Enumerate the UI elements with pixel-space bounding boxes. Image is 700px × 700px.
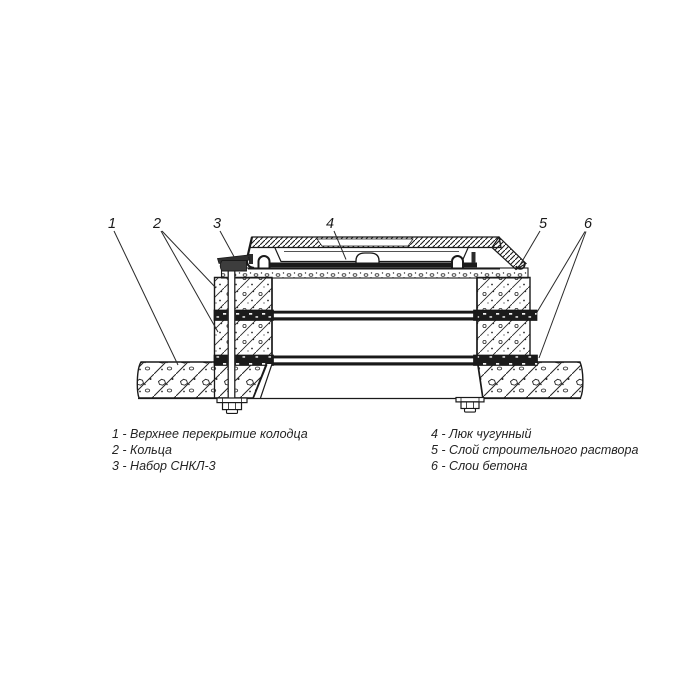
legend-item-3: 3 - Набор СНКЛ-3	[112, 459, 216, 473]
callout-number-4: 4	[325, 216, 335, 232]
cast-iron-hatch	[247, 237, 526, 270]
legend-column-left	[112, 426, 308, 474]
legend-column-right	[431, 426, 638, 474]
legend-item-4: 4 - Люк чугунный	[431, 427, 532, 441]
legend-item-2: 2 - Кольца	[112, 443, 172, 457]
callout-number-6: 6	[583, 216, 593, 232]
lid-handle-recess	[356, 253, 379, 263]
leader-6b	[539, 232, 586, 359]
lid-rim-recess	[317, 239, 413, 246]
far-side-joint-lines	[272, 311, 477, 366]
leader-3	[220, 231, 235, 258]
anchor-nut-bottom-right	[456, 398, 484, 413]
frame-arch-left	[259, 256, 270, 268]
snkl-clamp	[218, 255, 250, 271]
leader-2a	[162, 231, 216, 288]
leader-5	[519, 231, 541, 268]
top-slab-left	[137, 362, 267, 398]
callout-number-2: 2	[152, 216, 162, 232]
top-slab-right	[478, 362, 583, 398]
legend-item-5: 5 - Слой строительного раствора	[431, 443, 639, 457]
leader-1	[114, 231, 178, 365]
frame-right-slope	[492, 237, 526, 270]
callout-number-1: 1	[107, 216, 117, 232]
callout-numbers	[108, 216, 593, 232]
callout-number-5: 5	[538, 216, 548, 232]
hatch-frame-base-rail	[269, 263, 477, 268]
frame-arch-right	[452, 256, 463, 268]
callout-number-3: 3	[212, 216, 222, 232]
snkl-rod	[228, 262, 235, 399]
snkl-nut-bottom-left	[217, 398, 247, 413]
legend-item-6: 6 - Слои бетона	[431, 459, 528, 473]
legend-item-1: 1 - Верхнее перекрытие колодца	[112, 427, 308, 441]
